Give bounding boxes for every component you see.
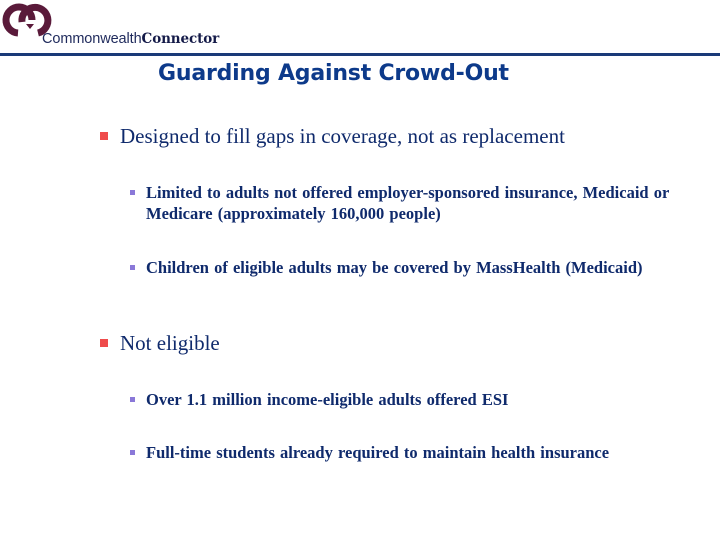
logo-wordmark-commonwealth: Commonwealth bbox=[42, 31, 142, 47]
sub-bullet-children-of-eligible-adults bbox=[130, 257, 670, 278]
sub-bullet-over-1-1-million bbox=[130, 389, 670, 410]
slide-header bbox=[0, 0, 720, 58]
sub-bullet-limited-to-adults bbox=[130, 182, 670, 224]
red-square-bullet-icon bbox=[100, 132, 108, 140]
logo-wordmark-connector: Connector bbox=[141, 31, 220, 47]
sub-bullet-text: Children of eligible adults may be covered by MassHealth (Medicaid) bbox=[146, 258, 643, 277]
sub-bullet-text: Full-time students already required to maintain health insurance bbox=[146, 443, 610, 462]
bullet-text: Designed to fill gaps in coverage, not as replacement bbox=[120, 124, 565, 148]
purple-square-bullet-icon bbox=[130, 265, 135, 270]
logo-wordmark bbox=[42, 31, 219, 48]
red-square-bullet-icon bbox=[100, 339, 108, 347]
purple-square-bullet-icon bbox=[130, 450, 135, 455]
bullet-text: Not eligible bbox=[120, 331, 220, 355]
header-divider bbox=[0, 53, 720, 56]
sub-bullet-full-time-students bbox=[130, 442, 670, 463]
sub-bullet-text: Over 1.1 million income-eligible adults offered ESI bbox=[146, 390, 509, 409]
slide-title: Guarding Against Crowd-Out bbox=[158, 61, 509, 86]
sub-bullet-text: Limited to adults not offered employer-sponsored insurance, Medicaid or Medicare (approximately 160,000 people) bbox=[146, 183, 669, 223]
purple-square-bullet-icon bbox=[130, 397, 135, 402]
purple-square-bullet-icon bbox=[130, 190, 135, 195]
